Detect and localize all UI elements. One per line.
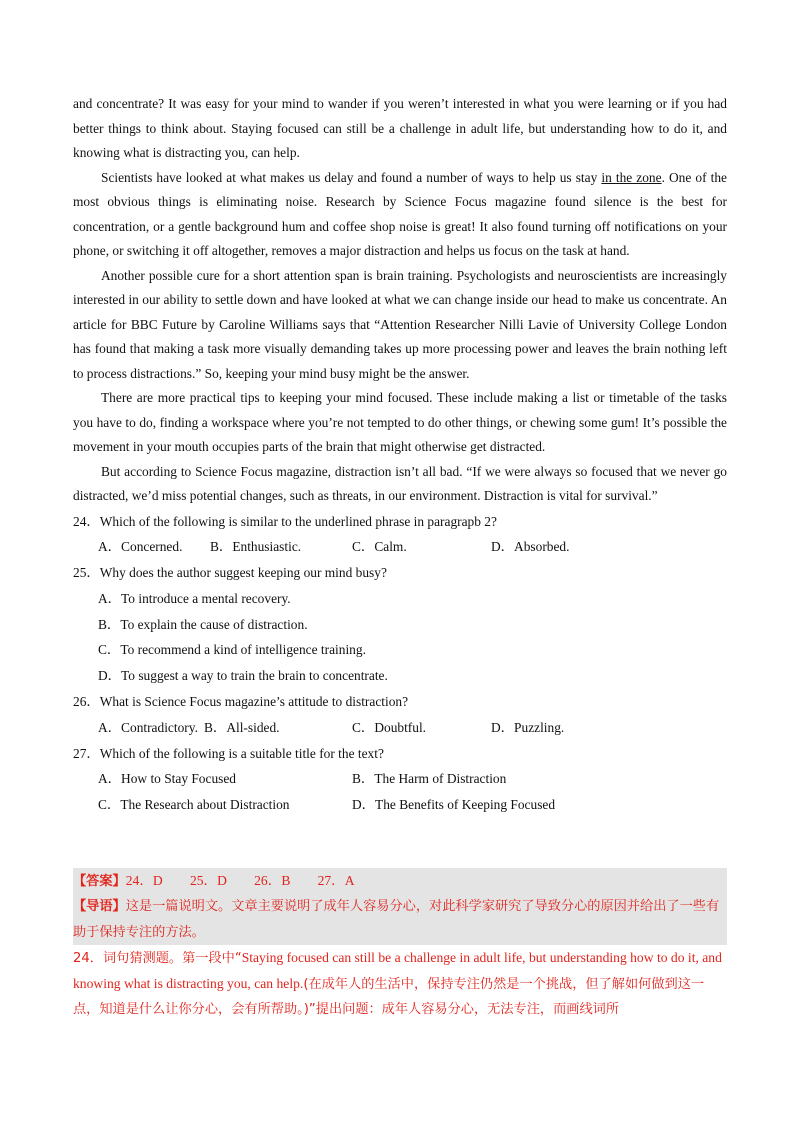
question-24-options <box>73 534 727 560</box>
q24-option-d: D．Absorbed. <box>491 539 570 555</box>
q26-option-c: C．Doubtful. <box>352 719 427 735</box>
paragraph-3: Another possible cure for a short attention span is brain training. Psychologists and neuroscientists are increasingly interested in our ability to settle down and have looked at what we can change inside our head to make us concentrate. An article for BBC Future by Caroline Williams says that “Attention Researcher Nilli Lavie of University College London has found that making a task more visually demanding takes up more processing power and leaves the brain nothing left to process distractions.” So, keeping your mind busy might be the answer. <box>73 267 727 381</box>
explanation-quote: Staying focused can still be a challenge in adult life, but understanding how to do it, and knowing what is distracting you, can help. <box>73 949 722 992</box>
q24-option-a: A．Concerned. <box>98 539 183 555</box>
question-27-stem: 27．Which of the following is a suitable title for the text? <box>73 745 384 761</box>
paragraph-5: But according to Science Focus magazine, distraction isn’t all bad. “If we were always so focused that we never go distracted, we’d miss potential changes, such as threats, in our environment. Distraction is vital for survival.” <box>73 463 727 503</box>
paragraph-4: There are more practical tips to keeping your mind focused. These include making a list or timetable of the tasks you have to do, finding a workspace where you’re not tempted to do other things, or chewing some gum! It’s possible the movement in your mouth occupies parts of the brain that might otherwise get distracted. <box>73 390 727 454</box>
question-25-stem: 25．Why does the author suggest keeping our mind busy? <box>73 565 387 581</box>
q27-option-c: C．The Research about Distraction <box>98 797 290 813</box>
q26-option-b: B．All-sided. <box>204 719 280 735</box>
q25-option-b: B．To explain the cause of distraction. <box>98 616 308 632</box>
paragraph-2 <box>73 166 727 264</box>
explanation-prefix: 24．词句猜测题。第一段中“ <box>73 950 242 966</box>
answer-values: 24．D 25．D 26．B 27．A <box>125 873 355 888</box>
guide-line <box>73 894 727 945</box>
q25-option-d: D．To suggest a way to train the brain to concentrate. <box>98 668 388 684</box>
q26-option-d: D．Puzzling. <box>491 719 565 735</box>
question-27-options-row1 <box>73 766 727 792</box>
answer-section <box>73 868 727 1023</box>
question-24-stem: 24．Which of the following is similar to the underlined phrase in paragrapb 2? <box>73 513 497 529</box>
explanation-text: (在成年人的生活中，保持专注仍然是一个挑战，但了解如何做到这一点，知道是什么让你分心，会有所帮助。)”提出问题：成年人容易分心，无法专注，而画线词所 <box>73 977 705 1018</box>
q25-option-a: A．To introduce a mental recovery. <box>98 590 291 606</box>
answer-tag: 【答案】 <box>73 874 126 889</box>
question-26-stem: 26．What is Science Focus magazine’s attitude to distraction? <box>73 694 409 710</box>
q27-option-a: A．How to Stay Focused <box>98 771 236 787</box>
guide-text: 这是一篇说明文。文章主要说明了成年人容易分心，对此科学家研究了导致分心的原因并给出了一些有助于保持专注的方法。 <box>73 899 720 940</box>
q26-option-a: A．Contradictory. <box>98 719 198 735</box>
q24-option-c: C．Calm. <box>352 539 407 555</box>
paragraph-2-after: . One of the most obvious things is eliminating noise. Research by Science Focus magazine found silence is the best for concentration, or a gentle background hum and coffee shop noise is great! It also found turning off notifications on your phone, or switching it off altogether, removes a major distraction and helps us focus on the task at hand. <box>73 169 727 258</box>
underlined-phrase: in the zone <box>601 169 662 185</box>
q27-option-b: B．The Harm of Distraction <box>352 771 507 787</box>
passage-and-questions <box>73 92 727 818</box>
paragraph-1: and concentrate? It was easy for your mind to wander if you weren’t interested in what you were learning or if you had better things to think about. Staying focused can still be a challenge in adult life, but understanding how to do it, and knowing what is distracting you, can help. <box>73 96 727 160</box>
paragraph-2-before: Scientists have looked at what makes us delay and found a number of ways to help us stay <box>101 169 602 185</box>
q24-option-b: B．Enthusiastic. <box>210 539 302 555</box>
answer-key-line <box>73 868 727 894</box>
question-26-options <box>73 715 727 741</box>
q25-option-c: C．To recommend a kind of intelligence training. <box>98 642 366 658</box>
question-27-options-row2 <box>73 792 727 818</box>
guide-tag: 【导语】 <box>73 899 126 915</box>
q27-option-d: D．The Benefits of Keeping Focused <box>352 797 556 813</box>
explanation-24 <box>73 945 727 1023</box>
